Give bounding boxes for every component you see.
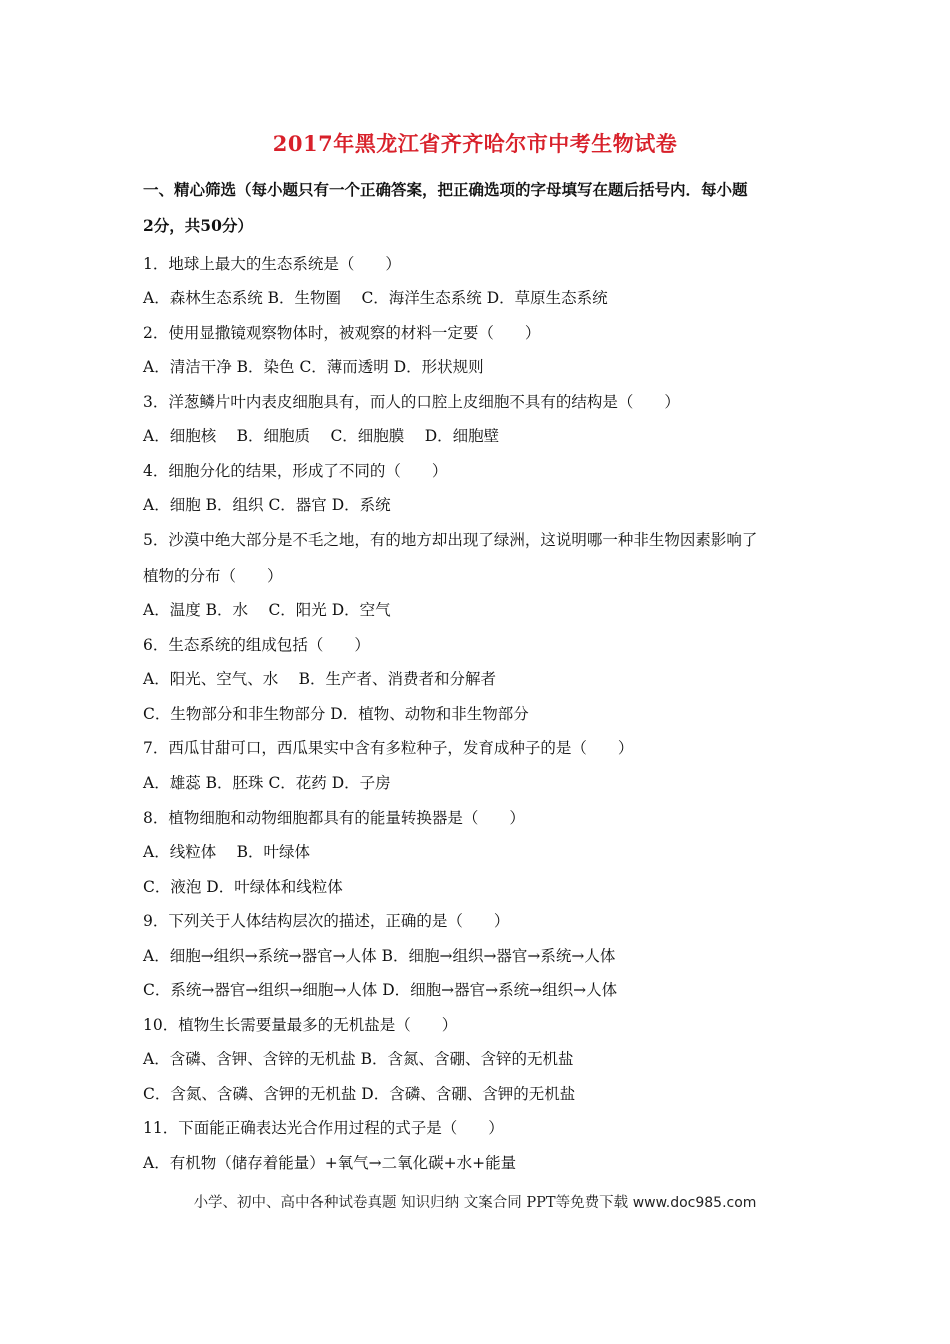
question-2: 2．使用显撒镜观察物体时，被观察的材料一定要（ ） — [143, 324, 541, 342]
options-1: A．森林生态系统 B．生物圈 C．海洋生态系统 D．草原生态系统 — [143, 289, 608, 307]
page-footer — [0, 1191, 950, 1212]
options-10-line-1: A．含磷、含钾、含锌的无机盐 B．含氮、含硼、含锌的无机盐 — [143, 1050, 574, 1068]
options-8-line-1: A．线粒体 B．叶绿体 — [143, 843, 311, 861]
question-10: 10．植物生长需要量最多的无机盐是（ ） — [143, 1016, 458, 1034]
section-heading-line-1: 一、精心筛选（每小题只有一个正确答案，把正确选项的字母填写在题后括号内．每小题 — [143, 180, 748, 199]
options-4: A．细胞 B．组织 C．器官 D．系统 — [143, 496, 391, 514]
question-6: 6．生态系统的组成包括（ ） — [143, 636, 370, 654]
options-7: A．雄蕊 B．胚珠 C．花药 D．子房 — [143, 774, 391, 792]
footer-link[interactable]: www.doc985.com — [632, 1195, 757, 1211]
options-8-line-2: C．液泡 D．叶绿体和线粒体 — [143, 878, 343, 896]
section-heading-line-2: 2分，共50分） — [143, 216, 253, 235]
footer-text: 小学、初中、高中各种试卷真题 知识归纳 文案合同 PPT等免费下载 — [193, 1195, 629, 1211]
options-3: A．细胞核 B．细胞质 C．细胞膜 D．细胞壁 — [143, 427, 500, 445]
options-6-line-2: C．生物部分和非生物部分 D．植物、动物和非生物部分 — [143, 705, 529, 723]
options-9-line-2: C．系统→器官→组织→细胞→人体 D．细胞→器官→系统→组织→人体 — [143, 981, 618, 999]
document-title: 2017年黑龙江省齐齐哈尔市中考生物试卷 — [272, 131, 678, 156]
question-5-line-2: 植物的分布（ ） — [143, 567, 283, 585]
question-3: 3．洋葱鳞片叶内表皮细胞具有，而人的口腔上皮细胞不具有的结构是（ ） — [143, 393, 680, 411]
options-5: A．温度 B．水 C．阳光 D．空气 — [143, 601, 391, 619]
options-6-line-1: A．阳光、空气、水 B．生产者、消费者和分解者 — [143, 670, 497, 688]
question-1: 1．地球上最大的生态系统是（ ） — [143, 255, 401, 273]
question-8: 8．植物细胞和动物细胞都具有的能量转换器是（ ） — [143, 809, 525, 827]
options-9-line-1: A．细胞→组织→系统→器官→人体 B．细胞→组织→器官→系统→人体 — [143, 947, 616, 965]
question-5-line-1: 5．沙漠中绝大部分是不毛之地，有的地方却出现了绿洲，这说明哪一种非生物因素影响了 — [143, 531, 758, 549]
options-2: A．清洁干净 B．染色 C．薄而透明 D．形状规则 — [143, 358, 484, 376]
options-10-line-2: C．含氮、含磷、含钾的无机盐 D．含磷、含硼、含钾的无机盐 — [143, 1085, 576, 1103]
question-11: 11．下面能正确表达光合作用过程的式子是（ ） — [143, 1119, 504, 1137]
question-9: 9．下列关于人体结构层次的描述，正确的是（ ） — [143, 912, 510, 930]
question-4: 4．细胞分化的结果，形成了不同的（ ） — [143, 462, 448, 480]
options-11-line-1: A．有机物（储存着能量）+氧气→二氧化碳+水+能量 — [143, 1154, 517, 1172]
question-7: 7．西瓜甘甜可口，西瓜果实中含有多粒种子，发育成种子的是（ ） — [143, 739, 634, 757]
